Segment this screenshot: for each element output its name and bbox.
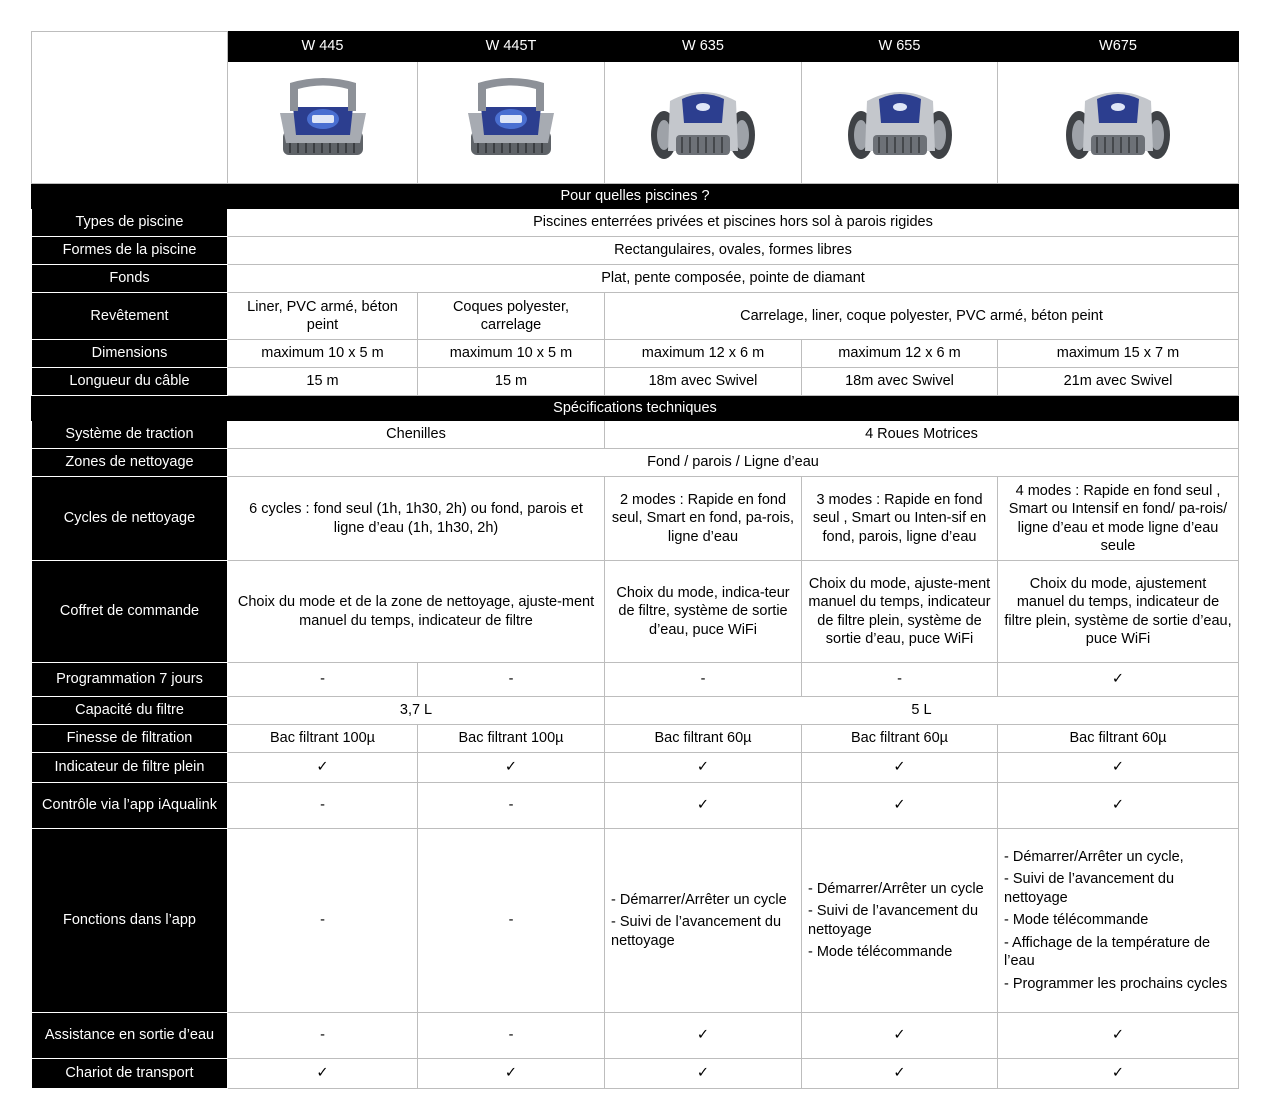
app-functions-list (605, 829, 802, 1013)
table-row (32, 753, 1239, 783)
cell-value: Choix du mode et de la zone de nettoyage, ajuste-ment manuel du temps, indicateur de filtre (228, 561, 605, 663)
pool-robot-compact-icon (268, 73, 378, 173)
cell-value: Choix du mode, ajuste-ment manuel du temps, indicateur de filtre plein, système de sortie d’eau, puce WiFi (802, 561, 998, 663)
cell-value: maximum 15 x 7 m (998, 340, 1239, 368)
app-functions-list (998, 829, 1239, 1013)
cell-value: - (228, 783, 418, 829)
list-item: - Démarrer/Arrêter un cycle (808, 880, 984, 897)
cell-value: Chenilles (228, 421, 605, 449)
row-label: Coffret de commande (32, 561, 228, 663)
model-name: W 635 (605, 32, 802, 62)
row-label: Types de piscine (32, 209, 228, 237)
row-label: Programmation 7 jours (32, 663, 228, 697)
list-item: - Suivi de l’avancement du nettoyage (1004, 871, 1175, 906)
cell-value: - (228, 829, 418, 1013)
row-label: Chariot de transport (32, 1059, 228, 1089)
check-icon: ✓ (998, 1013, 1239, 1059)
cell-value: Bac filtrant 100µ (228, 725, 418, 753)
cell-value: Liner, PVC armé, béton peint (228, 293, 418, 340)
table-row (32, 237, 1239, 265)
cell-value: 5 L (605, 697, 1239, 725)
cell-value: - (605, 663, 802, 697)
section-header (32, 396, 1239, 421)
section-header (32, 184, 1239, 209)
row-label: Capacité du filtre (32, 697, 228, 725)
cell-value: Carrelage, liner, coque polyester, PVC armé, béton peint (605, 293, 1239, 340)
section-title: Spécifications techniques (32, 396, 1239, 421)
table-row (32, 829, 1239, 1013)
check-icon: ✓ (605, 1013, 802, 1059)
row-label: Longueur du câble (32, 368, 228, 396)
table-row (32, 783, 1239, 829)
check-icon: ✓ (802, 783, 998, 829)
table-row (32, 293, 1239, 340)
model-name: W 445T (418, 32, 605, 62)
list-item: - Suivi de l’avancement du nettoyage (808, 903, 979, 938)
cell-value: Rectangulaires, ovales, formes libres (228, 237, 1239, 265)
table-row (32, 477, 1239, 561)
table-row (32, 368, 1239, 396)
cell-value: - (418, 783, 605, 829)
cell-value: maximum 10 x 5 m (228, 340, 418, 368)
pool-robot-4wd-icon (1063, 73, 1173, 173)
cell-value: Choix du mode, indica-teur de filtre, système de sortie d’eau, puce WiFi (605, 561, 802, 663)
cell-value: - (418, 829, 605, 1013)
cell-value: 2 modes : Rapide en fond seul, Smart en fond, pa-rois, ligne d’eau (605, 477, 802, 561)
check-icon: ✓ (802, 1059, 998, 1089)
robot-image-cell (605, 62, 802, 184)
cell-value: 21m avec Swivel (998, 368, 1239, 396)
row-label: Revêtement (32, 293, 228, 340)
check-icon: ✓ (998, 1059, 1239, 1089)
cell-value: 15 m (418, 368, 605, 396)
row-label: Contrôle via l’app iAqualink (32, 783, 228, 829)
model-header-row (32, 32, 1239, 62)
cell-value: - (228, 663, 418, 697)
check-icon: ✓ (418, 1059, 605, 1089)
row-label: Assistance en sortie d’eau (32, 1013, 228, 1059)
cell-value: Plat, pente composée, pointe de diamant (228, 265, 1239, 293)
pool-robot-4wd-icon (648, 73, 758, 173)
pool-robot-compact-icon (456, 73, 566, 173)
cell-value: - (228, 1013, 418, 1059)
table-row (32, 340, 1239, 368)
comparison-table (31, 31, 1239, 1089)
check-icon: ✓ (228, 753, 418, 783)
table-row (32, 421, 1239, 449)
row-label: Indicateur de filtre plein (32, 753, 228, 783)
robot-image-cell (998, 62, 1239, 184)
cell-value: 15 m (228, 368, 418, 396)
cell-value: maximum 12 x 6 m (802, 340, 998, 368)
cell-value: Bac filtrant 60µ (998, 725, 1239, 753)
row-label: Zones de nettoyage (32, 449, 228, 477)
row-label: Fonctions dans l’app (32, 829, 228, 1013)
row-label: Formes de la piscine (32, 237, 228, 265)
check-icon: ✓ (998, 753, 1239, 783)
model-name: W 655 (802, 32, 998, 62)
table-row (32, 449, 1239, 477)
cell-value: Bac filtrant 60µ (605, 725, 802, 753)
check-icon: ✓ (605, 753, 802, 783)
check-icon: ✓ (802, 753, 998, 783)
row-label: Système de traction (32, 421, 228, 449)
table-row (32, 1013, 1239, 1059)
list-item: - Programmer les prochains cycles (1004, 975, 1228, 992)
table-row (32, 209, 1239, 237)
check-icon: ✓ (605, 1059, 802, 1089)
list-item: - Mode télécommande (1004, 912, 1149, 929)
table-row (32, 663, 1239, 697)
table-row (32, 265, 1239, 293)
cell-value: 3,7 L (228, 697, 605, 725)
check-icon: ✓ (418, 753, 605, 783)
cell-value: - (418, 663, 605, 697)
cell-value: - (802, 663, 998, 697)
list-item: - Affichage de la température de l’eau (1004, 934, 1211, 970)
cell-value: maximum 12 x 6 m (605, 340, 802, 368)
cell-value: Coques polyester, carrelage (418, 293, 605, 340)
table-row (32, 697, 1239, 725)
cell-value: Choix du mode, ajustement manuel du temps, indicateur de filtre plein, système de sortie d’eau, puce WiFi (998, 561, 1239, 663)
cell-value: - (418, 1013, 605, 1059)
row-label: Fonds (32, 265, 228, 293)
section-title: Pour quelles piscines ? (32, 184, 1239, 209)
cell-value: maximum 10 x 5 m (418, 340, 605, 368)
table-row (32, 1059, 1239, 1089)
row-label: Finesse de filtration (32, 725, 228, 753)
check-icon: ✓ (605, 783, 802, 829)
robot-image-cell (418, 62, 605, 184)
check-icon: ✓ (802, 1013, 998, 1059)
table-row (32, 561, 1239, 663)
check-icon: ✓ (998, 783, 1239, 829)
cell-value: Bac filtrant 100µ (418, 725, 605, 753)
list-item: - Démarrer/Arrêter un cycle, (1004, 848, 1184, 865)
list-item: - Démarrer/Arrêter un cycle (611, 891, 787, 908)
corner-cell (32, 32, 228, 184)
row-label: Dimensions (32, 340, 228, 368)
check-icon: ✓ (228, 1059, 418, 1089)
cell-value: 4 Roues Motrices (605, 421, 1239, 449)
robot-image-cell (228, 62, 418, 184)
list-item: - Suivi de l’avancement du nettoyage (611, 914, 782, 949)
cell-value: 6 cycles : fond seul (1h, 1h30, 2h) ou fond, parois et ligne d’eau (1h, 1h30, 2h) (228, 477, 605, 561)
cell-value: Bac filtrant 60µ (802, 725, 998, 753)
table-row (32, 725, 1239, 753)
row-label: Cycles de nettoyage (32, 477, 228, 561)
pool-robot-4wd-icon (845, 73, 955, 173)
app-functions-list (802, 829, 998, 1013)
model-name: W675 (998, 32, 1239, 62)
cell-value: 18m avec Swivel (605, 368, 802, 396)
model-name: W 445 (228, 32, 418, 62)
cell-value: Piscines enterrées privées et piscines hors sol à parois rigides (228, 209, 1239, 237)
cell-value: 3 modes : Rapide en fond seul , Smart ou Inten-sif en fond, parois, ligne d’eau (802, 477, 998, 561)
check-icon: ✓ (998, 663, 1239, 697)
robot-image-cell (802, 62, 998, 184)
cell-value: Fond / parois / Ligne d’eau (228, 449, 1239, 477)
cell-value: 4 modes : Rapide en fond seul , Smart ou Intensif en fond/ pa-rois/ ligne d’eau et mode ligne d’eau seule (998, 477, 1239, 561)
cell-value: 18m avec Swivel (802, 368, 998, 396)
list-item: - Mode télécommande (808, 944, 953, 960)
